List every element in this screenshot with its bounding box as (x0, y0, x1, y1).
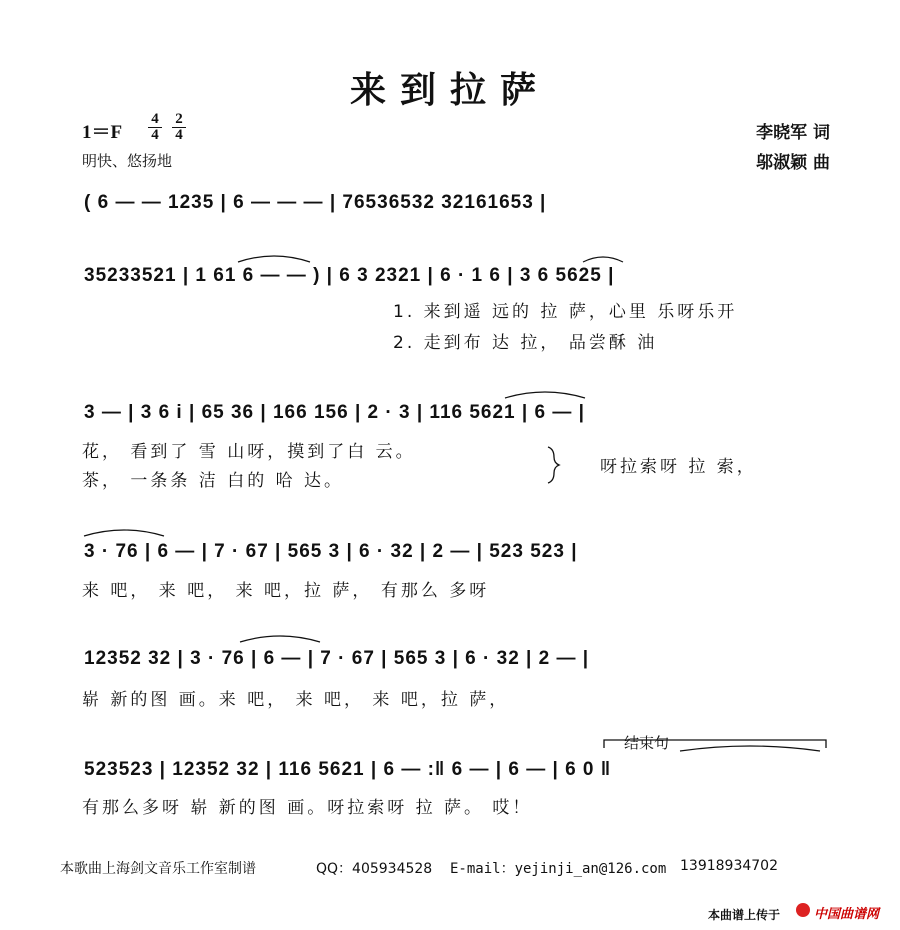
slur-mark (680, 746, 820, 751)
notation-line-2: 35233521 | 1 61 6 — — ) | 6 3 2321 | 6 · 1 6 | 3 6 5625 | (84, 265, 615, 286)
slur-mark (84, 530, 164, 536)
notation-line-3: 3 — | 3 6 i | 65 36 | 166 156 | 2 · 3 | 116 5621 | 6 — | (84, 402, 585, 423)
lyric-line-2-verse-2: 2. 走到布 达 拉， 品尝酥 油 (393, 333, 658, 353)
footer-studio: 本歌曲上海剑文音乐工作室制谱 (60, 861, 256, 877)
notation-line-1: ( 6 — — 1235 | 6 — — — | 76536532 32161653 | (84, 192, 547, 213)
lyricist-credit: 李晓军 词 (756, 123, 830, 143)
lyric-line-3-verse-1: 花， 看到了 雪 山呀，摸到了白 云。 (82, 442, 416, 462)
tempo-marking: 明快、悠扬地 (82, 152, 173, 170)
slur-mark (238, 256, 310, 262)
refrain-lyric: 呀拉索呀 拉 索， (600, 457, 757, 477)
lyric-line-6: 有那么多呀 崭 新的图 画。呀拉索呀 拉 萨。 哎！ (82, 798, 533, 818)
footer-qq: QQ：405934528 (316, 861, 433, 877)
notation-line-6: 523523 | 12352 32 | 116 5621 | 6 — :‖ 6 — | 6 — | 6 0 ‖ (84, 759, 612, 780)
composer-credit: 邬淑颖 曲 (756, 153, 830, 173)
time-signature-4-4: 4 4 (148, 112, 162, 143)
slur-mark (240, 636, 320, 642)
time-signature-2-4: 2 4 (172, 112, 186, 143)
footer-phone: 13918934702 (680, 858, 778, 874)
ending-label: 结束句 (624, 734, 670, 752)
slur-mark (583, 257, 623, 262)
site-logo-icon (796, 903, 810, 917)
lyric-line-5: 崭 新的图 画。来 吧， 来 吧， 来 吧，拉 萨， (82, 690, 510, 710)
key-signature: 1＝F (82, 122, 123, 143)
verse-brace (548, 447, 559, 483)
lyric-line-4: 来 吧， 来 吧， 来 吧，拉 萨， 有那么 多呀 (82, 581, 490, 601)
lyric-line-3-verse-2: 茶， 一条条 洁 白的 哈 达。 (82, 471, 345, 491)
upload-note: 本曲谱上传于 (708, 908, 781, 922)
site-logo[interactable]: 中国曲谱网 (814, 907, 880, 922)
lyric-line-2-verse-1: 1. 来到遥 远的 拉 萨，心里 乐呀乐开 (393, 302, 738, 322)
footer-email: E-mail：yejinji_an@126.com (450, 861, 667, 877)
slur-mark (505, 392, 585, 398)
notation-line-4: 3 · 76 | 6 — | 7 · 67 | 565 3 | 6 · 32 | 2 — | 523 523 | (84, 541, 578, 562)
song-title: 来到拉萨 (349, 69, 550, 111)
notation-line-5: 12352 32 | 3 · 76 | 6 — | 7 · 67 | 565 3 | 6 · 32 | 2 — | (84, 648, 590, 669)
